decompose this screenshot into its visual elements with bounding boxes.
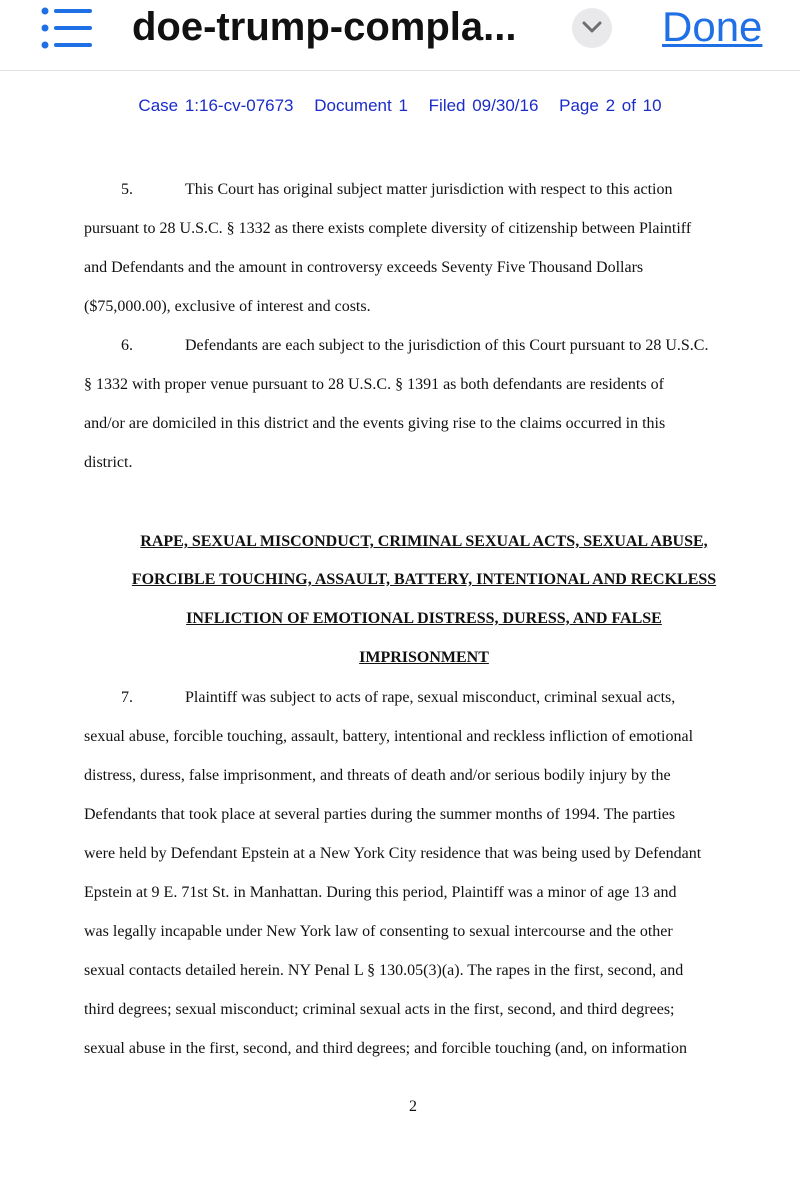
paragraph-6-line: district. (84, 454, 133, 471)
case-header (0, 96, 800, 116)
done-button[interactable]: Done (662, 3, 763, 50)
paragraph-7-line: third degrees; sexual misconduct; criminal sexual acts in the first, second, and third degrees; (84, 1001, 675, 1018)
page-number: 2 (409, 1098, 417, 1115)
section-heading-line: FORCIBLE TOUCHING, ASSAULT, BATTERY, INTENTIONAL AND RECKLESS (131, 571, 717, 588)
list-icon[interactable] (28, 6, 98, 50)
paragraph-6-line: 6. Defendants are each subject to the jurisdiction of this Court pursuant to 28 U.S.C. (84, 336, 744, 356)
page-indicator: Page 2 of 10 (559, 96, 662, 115)
top-nav-bar (0, 0, 800, 71)
paragraph-7-line: distress, duress, false imprisonment, and threats of death and/or serious bodily injury by the (84, 767, 671, 784)
document-number: Document 1 (314, 96, 408, 115)
title-menu-button[interactable] (572, 8, 612, 48)
paragraph-5-line: ($75,000.00), exclusive of interest and costs. (84, 298, 371, 315)
paragraph-7-line: sexual abuse in the first, second, and third degrees; and forcible touching (and, on information (84, 1040, 687, 1057)
document-title[interactable]: doe-trump-compla... (132, 5, 517, 49)
section-heading-line: RAPE, SEXUAL MISCONDUCT, CRIMINAL SEXUAL ACTS, SEXUAL ABUSE, (140, 533, 708, 550)
paragraph-5-line: 5. This Court has original subject matter jurisdiction with respect to this action (84, 180, 744, 200)
section-heading-line: INFLICTION OF EMOTIONAL DISTRESS, DURESS, AND FALSE (186, 610, 662, 627)
paragraph-7-line: Epstein at 9 E. 71st St. in Manhattan. During this period, Plaintiff was a minor of age 13 and (84, 884, 677, 901)
paragraph-7-line: was legally incapable under New York law of consenting to sexual intercourse and the other (84, 923, 673, 940)
filed-date: Filed 09/30/16 (428, 96, 539, 115)
paragraph-7-line: sexual contacts detailed herein. NY Penal L § 130.05(3)(a). The rapes in the first, second, and (84, 962, 684, 979)
paragraph-number: 7. (121, 689, 133, 706)
section-heading-line: IMPRISONMENT (359, 649, 489, 666)
case-number: Case 1:16-cv-07673 (138, 96, 294, 115)
paragraph-7-line: Defendants that took place at several parties during the summer months of 1994. The parties (84, 806, 676, 823)
paragraph-number: 6. (121, 337, 133, 354)
paragraph-7-line: 7. Plaintiff was subject to acts of rape, sexual misconduct, criminal sexual acts, (84, 688, 744, 708)
chevron-down-icon (582, 20, 602, 34)
paragraph-number: 5. (121, 181, 133, 198)
paragraph-7-line: were held by Defendant Epstein at a New York City residence that was being used by Defendant (84, 845, 702, 862)
paragraph-5-line: pursuant to 28 U.S.C. § 1332 as there exists complete diversity of citizenship between Plaintiff (84, 220, 692, 237)
paragraph-6-line: § 1332 with proper venue pursuant to 28 U.S.C. § 1391 as both defendants are residents of (84, 376, 664, 393)
paragraph-7-line: sexual abuse, forcible touching, assault, battery, intentional and reckless infliction of emotional (84, 728, 694, 745)
paragraph-6-line: and/or are domiciled in this district and the events giving rise to the claims occurred in this (84, 415, 666, 432)
paragraph-5-line: and Defendants and the amount in controversy exceeds Seventy Five Thousand Dollars (84, 259, 644, 276)
